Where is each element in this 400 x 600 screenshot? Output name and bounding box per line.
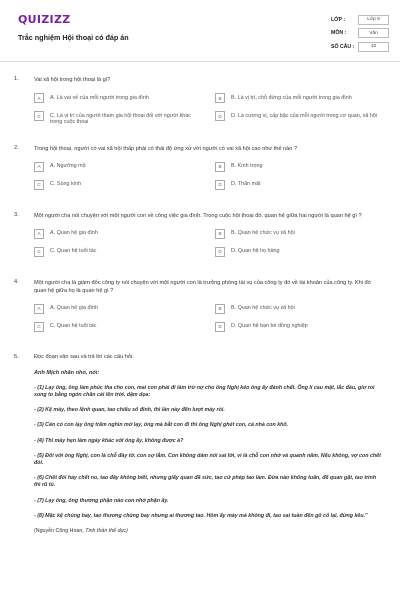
option-b[interactable] bbox=[215, 229, 382, 239]
option-text: A. Ngưỡng mộ bbox=[50, 163, 86, 170]
question-1 bbox=[0, 76, 400, 126]
source-title: Tinh thần thể dục) bbox=[85, 528, 128, 535]
option-text: A. Là vai vế của mỗi người trong gia đình bbox=[50, 94, 149, 101]
meta-row-class bbox=[331, 14, 389, 25]
option-a[interactable] bbox=[34, 93, 201, 103]
passage-paragraph: - (2) Kệ mày, theo lệnh quan, tao chiếu sổ đinh, thì lần này đến lượt mày rồi. bbox=[34, 407, 225, 414]
option-grid bbox=[34, 93, 382, 126]
question-2 bbox=[0, 145, 400, 190]
meta-row-count bbox=[331, 41, 389, 52]
option-text: C. Là vị trí của người tham gia hội thoại đối với người khác trong cuộc thoại bbox=[50, 112, 191, 126]
header-divider bbox=[0, 61, 400, 62]
meta-label: SỐ CÂU : bbox=[331, 43, 355, 50]
quizizz-logo: QUIZIZZ bbox=[18, 13, 71, 26]
question-3 bbox=[0, 212, 400, 257]
option-text: D. Quan hệ họ hàng bbox=[231, 248, 280, 255]
meta-value: Văn bbox=[358, 28, 389, 38]
meta-panel bbox=[331, 14, 389, 55]
worksheet-header bbox=[0, 0, 400, 62]
option-text: A. Quan hệ gia đình bbox=[50, 305, 98, 312]
question-text: Vai xã hội trong hội thoại là gì? bbox=[34, 77, 111, 83]
option-letter-box: A bbox=[34, 229, 44, 239]
option-text: B. Kính trọng bbox=[231, 163, 263, 170]
question-number: 1. bbox=[14, 76, 19, 82]
meta-row-subject bbox=[331, 28, 389, 39]
option-a[interactable] bbox=[34, 162, 201, 172]
question-5-passage bbox=[0, 354, 400, 534]
question-text: Trong hội thoại, người có vai xã hội thấp phải có thái độ ứng xử với người có vai xã hội cao như thế nào ? bbox=[34, 145, 298, 152]
question-number: 5. bbox=[14, 353, 19, 360]
option-text: C. Sùng kính bbox=[50, 181, 82, 188]
question-text: Một người cha nói chuyện với một người con về công việc gia đình. Trong cuộc hội thoại đó, quan hệ giữa hai người là quan hệ gì ? bbox=[34, 212, 362, 219]
option-d[interactable] bbox=[215, 180, 382, 190]
meta-value: 10 bbox=[358, 42, 389, 52]
option-d[interactable] bbox=[215, 111, 382, 126]
meta-label: LỚP : bbox=[331, 16, 346, 23]
option-text: B. Là vị trí, chỗ đứng của mỗi người trong gia đình bbox=[231, 94, 352, 101]
question-number: 3. bbox=[14, 211, 19, 218]
passage-paragraph: - (5) Đối với ông Nghị, con là chỗ đầy tớ, con sợ lắm. Con không dám nói sai lời, vì là chỗ con nhờ vả quanh năm. Nếu không, vợ con chết đói. bbox=[34, 452, 381, 466]
question-number: 2. bbox=[14, 144, 19, 151]
option-letter-box: C bbox=[34, 247, 44, 257]
option-grid bbox=[34, 162, 382, 190]
option-letter-box: D bbox=[215, 247, 225, 257]
question-number: 4. bbox=[14, 278, 19, 285]
option-grid bbox=[34, 229, 382, 257]
option-letter-box: C bbox=[34, 180, 44, 190]
meta-value: Lớp 8 bbox=[358, 15, 389, 25]
option-text: D. Thân mật bbox=[231, 181, 261, 188]
option-d[interactable] bbox=[215, 247, 382, 257]
option-b[interactable] bbox=[215, 93, 382, 103]
option-letter-box: A bbox=[34, 162, 44, 172]
option-text: D. Là cương vị, cấp bậc của mỗi người trong cơ quan, xã hội bbox=[231, 112, 378, 119]
option-text: A. Quan hệ gia đình bbox=[50, 230, 98, 237]
option-letter-box: C bbox=[34, 111, 44, 121]
question-4 bbox=[0, 279, 400, 332]
option-c[interactable] bbox=[34, 180, 201, 190]
option-letter-box: B bbox=[215, 304, 225, 314]
option-text: D. Quan hệ bạn bè đồng nghiệp bbox=[231, 323, 308, 330]
meta-label: MÔN : bbox=[331, 30, 347, 36]
option-letter-box: A bbox=[34, 304, 44, 314]
option-a[interactable] bbox=[34, 304, 201, 314]
option-text: C. Quan hệ tuổi tác bbox=[50, 323, 97, 330]
option-letter-box: B bbox=[215, 162, 225, 172]
option-grid bbox=[34, 304, 382, 332]
option-c[interactable] bbox=[34, 322, 201, 332]
option-text: B. Quan hệ chức vụ xã hội bbox=[231, 305, 295, 312]
passage-source bbox=[34, 528, 382, 534]
passage-heading: Anh Mịch nhăn nhó, nói: bbox=[34, 369, 100, 376]
option-b[interactable] bbox=[215, 162, 382, 172]
option-d[interactable] bbox=[215, 322, 382, 332]
option-letter-box: D bbox=[215, 111, 225, 121]
option-letter-box: D bbox=[215, 322, 225, 332]
passage-paragraph: - (4) Thì mày hẹn làm ngày khác với ông ấy, không được à? bbox=[34, 437, 184, 444]
option-a[interactable] bbox=[34, 229, 201, 239]
question-text: Một người cha là giám đốc công ty nói chuyện với một người con là trưởng phòng tài vụ của công ty đó về tài khoản của công ty. Khi đó quan hệ giữa họ là quan hệ gì ? bbox=[34, 279, 371, 294]
question-list bbox=[0, 76, 400, 534]
option-b[interactable] bbox=[215, 304, 382, 314]
passage-paragraph: - (8) Mặc kệ chúng bay, tao thương chúng bay nhưng ai thương tao. Hôm ấy mày mà không đi, tao sai tuần đến gô cổ lại, đừng kêu." bbox=[34, 512, 368, 519]
option-letter-box: B bbox=[215, 229, 225, 239]
option-letter-box: B bbox=[215, 93, 225, 103]
passage-instruction: Đọc đoạn văn sau và trả lời các câu hỏi. bbox=[34, 353, 134, 360]
option-letter-box: D bbox=[215, 180, 225, 190]
source-author: (Nguyễn Công Hoan, bbox=[34, 528, 84, 535]
page-title: Trắc nghiệm Hội thoại có đáp án bbox=[18, 33, 129, 42]
option-c[interactable] bbox=[34, 247, 201, 257]
passage-paragraph: - (1) Lạy ông, ông làm phúc tha cho con, mai con phải đi làm trừ nợ cho ông Nghị kẻo ông ấy đánh chết. Ông lí cau mặt, lắc đầu, giơ roi song to bằng ngón chân cái lên trời, dậm dọa: bbox=[34, 384, 375, 398]
passage-paragraph: - (3) Cần có con lạy ông trăm nghìn mớ lạy, ông mà bắt con đi thì ông Nghị ghét con, cả nhà con khổ. bbox=[34, 422, 289, 429]
passage-paragraph: - (6) Chết đói hay chết no, tao đây không biết, nhưng giấy quan đã sức, tao cứ phép tao làm. Đừa nào không tuân, để quan gặt, tao trình thì rũ tù. bbox=[34, 475, 377, 489]
option-c[interactable] bbox=[34, 111, 201, 126]
passage-paragraph: - (7) Lạy ông, ông thương phận nào con nhờ phận ấy. bbox=[34, 497, 169, 504]
option-letter-box: A bbox=[34, 93, 44, 103]
option-text: C. Quan hệ tuổi tác bbox=[50, 248, 97, 255]
option-text: B. Quan hệ chức vụ xã hội bbox=[231, 230, 295, 237]
option-letter-box: C bbox=[34, 322, 44, 332]
